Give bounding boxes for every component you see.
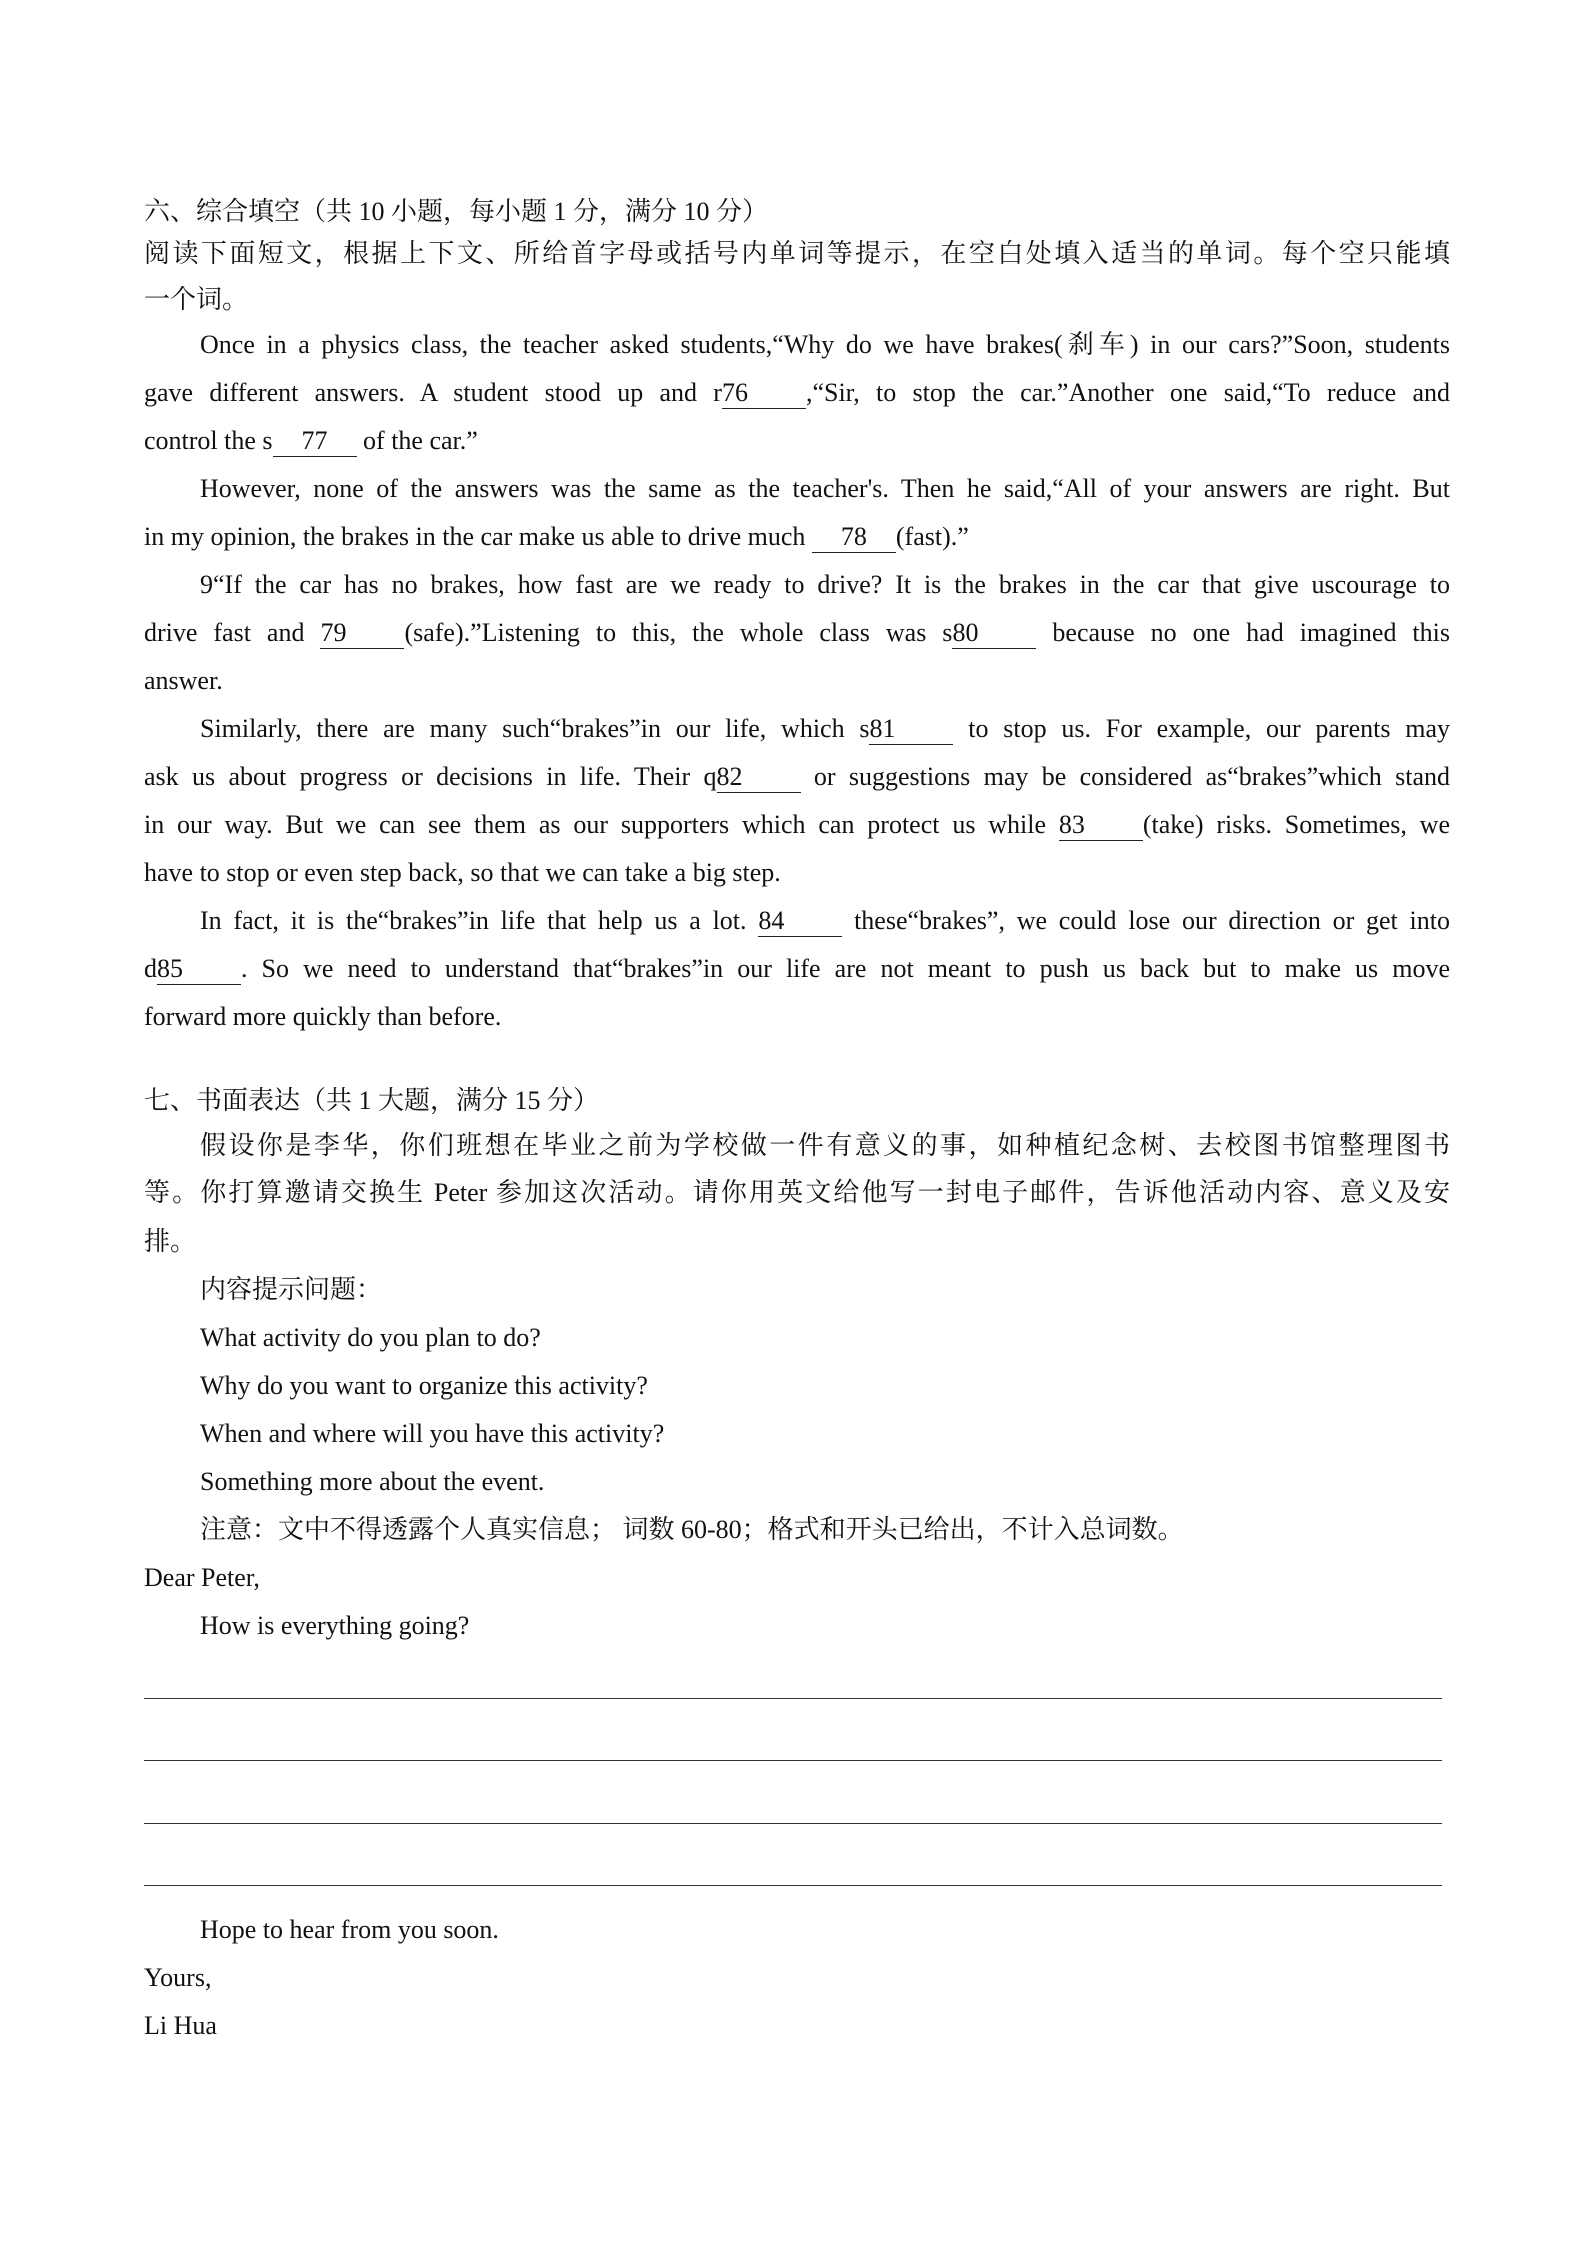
text-fragment: ask us about progress or decisions in life. Their q (144, 762, 717, 791)
writing-note: 注意：文中不得透露个人真实信息； 词数 60-80；格式和开头已给出，不计入总词数。 (200, 1515, 1184, 1544)
task-line3: 排。 (144, 1227, 197, 1256)
text-fragment: in my opinion, the brakes in the car make us able to drive much (144, 522, 812, 551)
passage-p5-line1 (200, 901, 1450, 941)
blank-82[interactable]: 82 (717, 762, 801, 793)
passage-p2-line2 (144, 517, 1450, 557)
blank-76[interactable]: 76 (722, 378, 806, 409)
passage-p3-line2 (144, 613, 1450, 653)
writing-line-2[interactable] (144, 1760, 1442, 1761)
passage-p1-line3 (144, 421, 1450, 461)
letter-salutation: Dear Peter, (144, 1563, 260, 1592)
writing-line-1[interactable] (144, 1698, 1442, 1699)
task-line1: 假设你是李华，你们班想在毕业之前为学校做一件有意义的事，如种植纪念树、去校图书馆整理图书 (200, 1131, 1450, 1160)
letter-closing: Hope to hear from you soon. (200, 1915, 499, 1944)
text-fragment: Similarly, there are many such“brakes”in our life, which s (200, 714, 870, 743)
text-fragment: In fact, it is the“brakes”in life that help us a lot. (200, 906, 759, 935)
blank-80[interactable]: 80 (952, 618, 1036, 649)
passage-p4-line4: have to stop or even step back, so that we can take a big step. (144, 858, 781, 887)
passage-p3-line1: 9“If the car has no brakes, how fast are we ready to drive? It is the brakes in the car that give uscourage to (200, 570, 1450, 599)
writing-line-3[interactable] (144, 1823, 1442, 1824)
passage-p2-line1: However, none of the answers was the same as the teacher's. Then he said,“All of your answers are right. But (200, 474, 1450, 503)
text-fragment: drive fast and (144, 618, 321, 647)
text-fragment: (fast).” (895, 522, 969, 551)
text-fragment: d (144, 954, 157, 983)
blank-78[interactable]: 78 (812, 522, 896, 553)
text-fragment: these“brakes”, we could lose our direction or get into (842, 906, 1450, 935)
text-fragment: to stop us. For example, our parents may (953, 714, 1450, 743)
hint-question-4: Something more about the event. (200, 1467, 545, 1496)
task-line2: 等。你打算邀请交换生 Peter 参加这次活动。请你用英文给他写一封电子邮件，告诉他活动内容、意义及安 (144, 1178, 1450, 1207)
hint-question-2: Why do you want to organize this activity? (200, 1371, 648, 1400)
blank-84[interactable]: 84 (758, 906, 842, 937)
hints-title: 内容提示问题： (200, 1275, 383, 1304)
text-fragment: of the car.” (356, 426, 478, 455)
text-fragment: or suggestions may be considered as“brakes”which stand (800, 762, 1450, 791)
blank-81[interactable]: 81 (869, 714, 953, 745)
blank-79[interactable]: 79 (320, 618, 404, 649)
blank-77[interactable]: 77 (273, 426, 357, 457)
section6-instruction-line2: 一个词。 (144, 285, 249, 314)
text-fragment: because no one had imagined this (1036, 618, 1450, 647)
section6-instruction-line1: 阅读下面短文，根据上下文、所给首字母或括号内单词等提示，在空白处填入适当的单词。每个空只能填 (144, 239, 1450, 268)
section7-heading: 七、书面表达（共 1 大题，满分 15 分） (144, 1086, 600, 1115)
text-fragment: (take) risks. Sometimes, we (1142, 810, 1450, 839)
letter-opening: How is everything going? (200, 1611, 470, 1640)
passage-p1-line1: Once in a physics class, the teacher asked students,“Why do we have brakes(刹车) in our cars?”Soon, students (200, 330, 1450, 359)
hint-question-1: What activity do you plan to do? (200, 1323, 541, 1352)
text-fragment: gave different answers. A student stood up and r (144, 378, 722, 407)
passage-p4-line2 (144, 757, 1450, 797)
passage-p5-line3: forward more quickly than before. (144, 1002, 502, 1031)
passage-p4-line1 (200, 709, 1450, 749)
passage-p4-line3 (144, 805, 1450, 845)
letter-signature: Li Hua (144, 2011, 217, 2040)
text-fragment: . So we need to understand that“brakes”in our life are not meant to push us back but to make us move (241, 954, 1450, 983)
section6-heading: 六、综合填空（共 10 小题，每小题 1 分，满分 10 分） (144, 197, 769, 226)
blank-85[interactable]: 85 (157, 954, 241, 985)
passage-p5-line2 (144, 949, 1450, 989)
blank-83[interactable]: 83 (1059, 810, 1143, 841)
passage-p3-line3: answer. (144, 666, 223, 695)
letter-signoff: Yours, (144, 1963, 212, 1992)
text-fragment: ,“Sir, to stop the car.”Another one said,“To reduce and (805, 378, 1451, 407)
passage-p1-line2 (144, 373, 1450, 413)
text-fragment: control the s (144, 426, 273, 455)
hint-question-3: When and where will you have this activity? (200, 1419, 665, 1448)
text-fragment: (safe).”Listening to this, the whole class was s (404, 618, 953, 647)
writing-line-4[interactable] (144, 1885, 1442, 1886)
text-fragment: in our way. But we can see them as our supporters which can protect us while (144, 810, 1059, 839)
